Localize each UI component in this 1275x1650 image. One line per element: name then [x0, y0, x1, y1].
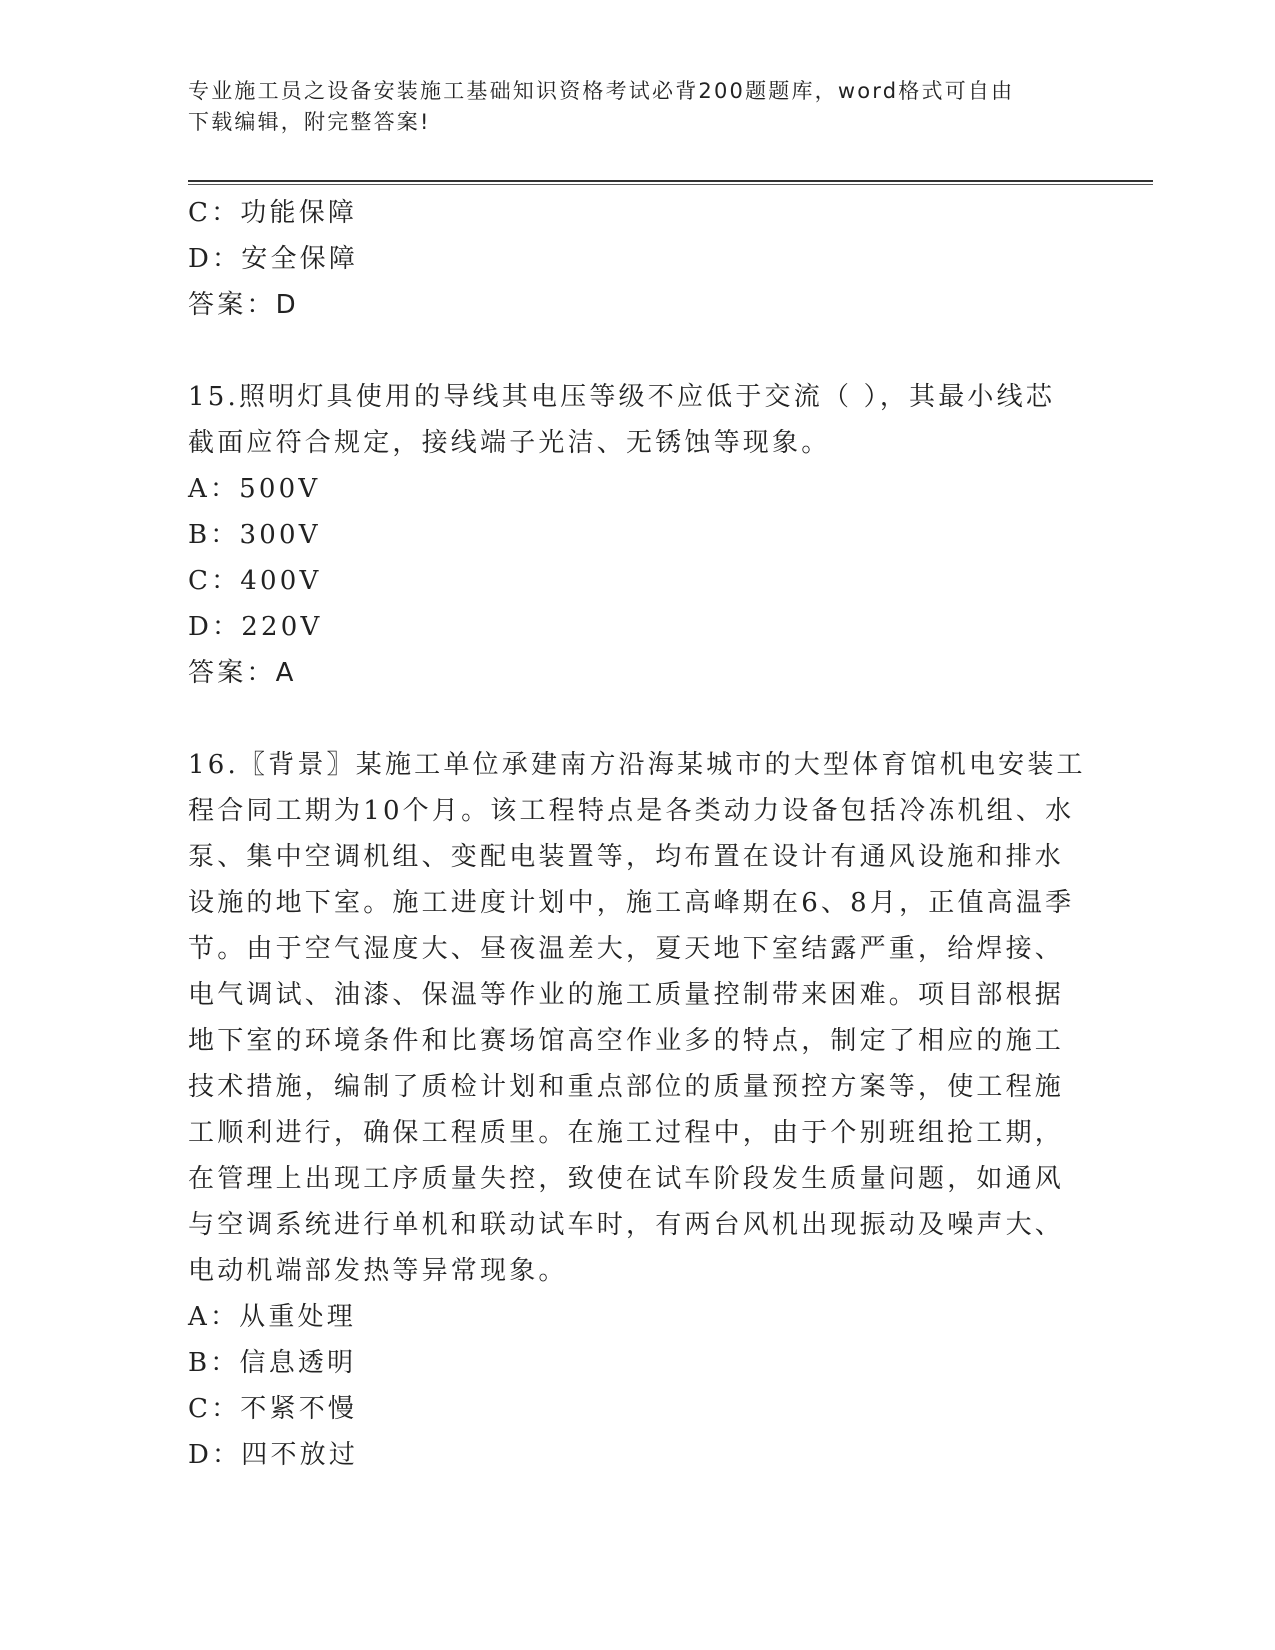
question-stem-line: 泵、集中空调机组、变配电装置等，均布置在设计有通风设施和排水 [188, 842, 1065, 872]
option-d: D：安全保障 [188, 244, 359, 274]
option-b: B：300V [188, 520, 321, 550]
header-line-2: 下载编辑，附完整答案! [188, 110, 431, 134]
question-stem-line: 15.照明灯具使用的导线其电压等级不应低于交流（ ），其最小线芯 [188, 382, 1056, 412]
document-header [188, 76, 1068, 138]
question-stem-line: 截面应符合规定，接线端子光洁、无锈蚀等现象。 [188, 428, 831, 458]
question-stem-line: 在管理上出现工序质量失控，致使在试车阶段发生质量问题，如通风 [188, 1164, 1065, 1194]
spacer [188, 328, 1078, 374]
question-stem-line: 16.〖背景〗某施工单位承建南方沿海某城市的大型体育馆机电安装工 [188, 750, 1086, 780]
question-stem-line: 技术措施，编制了质检计划和重点部位的质量预控方案等，使工程施 [188, 1072, 1065, 1102]
question-15 [188, 374, 1078, 696]
question-content [188, 190, 1086, 1478]
option-c: C：功能保障 [188, 198, 358, 228]
option-a: A：从重处理 [188, 1302, 356, 1332]
option-a: A：500V [188, 474, 321, 504]
question-stem-line: 程合同工期为10个月。该工程特点是各类动力设备包括冷冻机组、水 [188, 796, 1075, 826]
question-stem-line: 电动机端部发热等异常现象。 [188, 1256, 568, 1286]
question-stem-line: 工顺利进行，确保工程质里。在施工过程中，由于个别班组抢工期， [188, 1118, 1065, 1148]
option-d: D：四不放过 [188, 1440, 359, 1470]
question-stem-line: 设施的地下室。施工进度计划中，施工高峰期在6、8月，正值高温季 [188, 888, 1075, 918]
header-divider-thin [188, 184, 1153, 185]
spacer [188, 696, 1078, 742]
header-line-1: 专业施工员之设备安装施工基础知识资格考试必背200题题库，word格式可自由 [188, 79, 1015, 103]
question-stem-line: 与空调系统进行单机和联动试车时，有两台风机出现振动及噪声大、 [188, 1210, 1065, 1240]
question-stem-line: 节。由于空气湿度大、昼夜温差大，夏天地下室结露严重，给焊接、 [188, 934, 1065, 964]
answer-line: 答案：D [188, 290, 299, 320]
answer-line: 答案：A [188, 658, 297, 688]
question-stem-line: 电气调试、油漆、保温等作业的施工质量控制带来困难。项目部根据 [188, 980, 1065, 1010]
prev-question-block [188, 190, 1078, 328]
question-stem-line: 地下室的环境条件和比赛场馆高空作业多的特点，制定了相应的施工 [188, 1026, 1065, 1056]
header-divider-thick [188, 180, 1153, 182]
option-c: C：400V [188, 566, 322, 596]
question-16 [188, 742, 1086, 1478]
option-c: C：不紧不慢 [188, 1394, 358, 1424]
option-b: B：信息透明 [188, 1348, 357, 1378]
option-d: D：220V [188, 612, 323, 642]
